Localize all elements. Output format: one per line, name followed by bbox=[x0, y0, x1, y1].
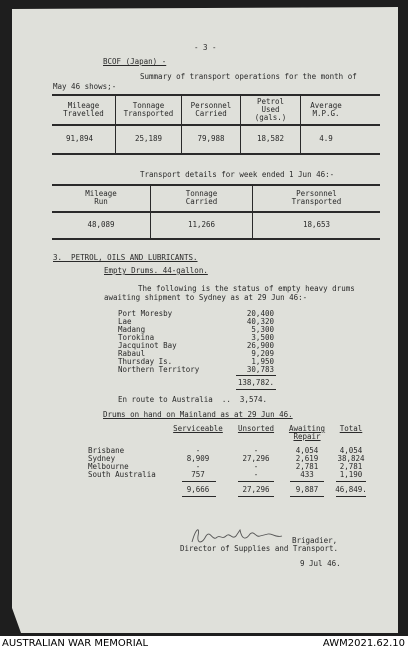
location-quantity: 9,209 bbox=[251, 349, 274, 358]
section-bcof-heading: BCOF (Japan) - bbox=[103, 57, 167, 66]
state-name: Brisbane bbox=[88, 446, 125, 455]
location-name: Jacquinot Bay bbox=[118, 341, 177, 350]
cell-awaiting-repair: 2,619 bbox=[295, 454, 319, 463]
cell-unsorted: - bbox=[253, 470, 259, 479]
cell-total: 1,190 bbox=[339, 470, 363, 479]
footer-catalogue-number: AWM2021.62.10 bbox=[322, 638, 405, 649]
status-intro-line-1: The following is the status of empty heavy drums bbox=[138, 284, 355, 293]
location-quantity: 26,900 bbox=[246, 341, 274, 350]
signatory-rank: Brigadier, bbox=[292, 536, 338, 545]
location-name: Torokina bbox=[118, 333, 155, 342]
cell-total: 38,824 bbox=[337, 454, 365, 463]
drum-total: 138,782. bbox=[237, 378, 274, 387]
summary-intro-line-1: Summary of transport operations for the month of bbox=[140, 72, 357, 81]
header-awaiting-repair: Awaiting Repair bbox=[288, 424, 326, 441]
cell-mileage-travelled: 91,894 bbox=[65, 134, 94, 143]
cell-mileage-run: 48,089 bbox=[87, 220, 115, 229]
status-intro-line-2: awaiting shipment to Sydney as at 29 Jun 46:- bbox=[104, 293, 308, 302]
cell-unsorted: - bbox=[253, 462, 259, 471]
state-name: Melbourne bbox=[88, 462, 129, 471]
cell-personnel-carried: 79,988 bbox=[197, 134, 225, 143]
summary-intro-line-2: May 46 shows;- bbox=[53, 82, 117, 91]
location-quantity: 20,400 bbox=[246, 309, 274, 318]
cell-serviceable: 757 bbox=[191, 470, 205, 479]
location-name: Madang bbox=[118, 325, 146, 334]
location-name: Thursday Is. bbox=[118, 357, 173, 366]
location-quantity: 3,500 bbox=[251, 333, 274, 342]
footer-archive-name: AUSTRALIAN WAR MEMORIAL bbox=[2, 638, 149, 649]
cell-average-mpg: 4.9 bbox=[319, 134, 333, 143]
total-overall: 46,849. bbox=[335, 485, 367, 494]
header-average-mpg: Average M.P.G. bbox=[310, 101, 342, 118]
total-awaiting-repair: 9,887 bbox=[295, 485, 319, 494]
cell-total: 4,054 bbox=[339, 446, 363, 455]
cell-awaiting-repair: 433 bbox=[300, 470, 314, 479]
location-name: Port Moresby bbox=[118, 309, 173, 318]
header-petrol-used: Petrol Used (gals.) bbox=[254, 97, 287, 122]
week-details-intro: Transport details for week ended 1 Jun 46:- bbox=[140, 170, 335, 179]
page-number: - 3 - bbox=[194, 43, 217, 52]
header-tonnage-transported: Tonnage Transported bbox=[123, 101, 174, 118]
cell-awaiting-repair: 4,054 bbox=[295, 446, 319, 455]
location-quantity: 40,320 bbox=[246, 317, 274, 326]
location-name: Rabaul bbox=[118, 349, 146, 358]
location-name: Lae bbox=[118, 317, 132, 326]
header-total: Total bbox=[339, 424, 363, 433]
cell-tonnage-carried: 11,266 bbox=[187, 220, 216, 229]
header-unsorted: Unsorted bbox=[237, 424, 275, 433]
empty-drums-heading: Empty Drums. 44-gallon. bbox=[104, 266, 208, 275]
cell-awaiting-repair: 2,781 bbox=[295, 462, 319, 471]
header-mileage-travelled: Mileage Travelled bbox=[63, 101, 104, 118]
state-name: Sydney bbox=[88, 454, 116, 463]
cell-unsorted: - bbox=[253, 446, 259, 455]
header-personnel-transported: Personnel Transported bbox=[291, 189, 342, 206]
header-mileage-run: Mileage Run bbox=[85, 189, 117, 206]
cell-tonnage-transported: 25,189 bbox=[134, 134, 163, 143]
cell-serviceable: - bbox=[195, 446, 201, 455]
cell-total: 2,781 bbox=[339, 462, 363, 471]
total-serviceable: 9,666 bbox=[186, 485, 210, 494]
cell-serviceable: - bbox=[195, 462, 201, 471]
section-3-heading: 3. PETROL, OILS AND LUBRICANTS. bbox=[53, 253, 198, 262]
header-tonnage-carried: Tonnage Carried bbox=[185, 189, 218, 206]
state-name: South Australia bbox=[88, 470, 156, 479]
location-quantity: 5,300 bbox=[251, 325, 274, 334]
en-route-line: En route to Australia .. 3,574. bbox=[118, 395, 268, 404]
mainland-heading: Drums on hand on Mainland as at 29 Jun 46. bbox=[103, 410, 293, 419]
total-unsorted: 27,296 bbox=[242, 485, 270, 494]
signature-date: 9 Jul 46. bbox=[300, 559, 341, 568]
header-serviceable: Serviceable bbox=[173, 424, 223, 433]
location-quantity: 30,783 bbox=[246, 365, 274, 374]
location-name: Northern Territory bbox=[118, 365, 200, 374]
location-quantity: 1,950 bbox=[251, 357, 274, 366]
cell-personnel-transported: 18,653 bbox=[302, 220, 331, 229]
cell-unsorted: 27,296 bbox=[242, 454, 270, 463]
cell-serviceable: 8,909 bbox=[186, 454, 210, 463]
signatory-title: Director of Supplies and Transport. bbox=[180, 544, 339, 553]
cell-petrol-used: 18,582 bbox=[256, 134, 285, 143]
header-personnel-carried: Personnel Carried bbox=[190, 101, 232, 118]
